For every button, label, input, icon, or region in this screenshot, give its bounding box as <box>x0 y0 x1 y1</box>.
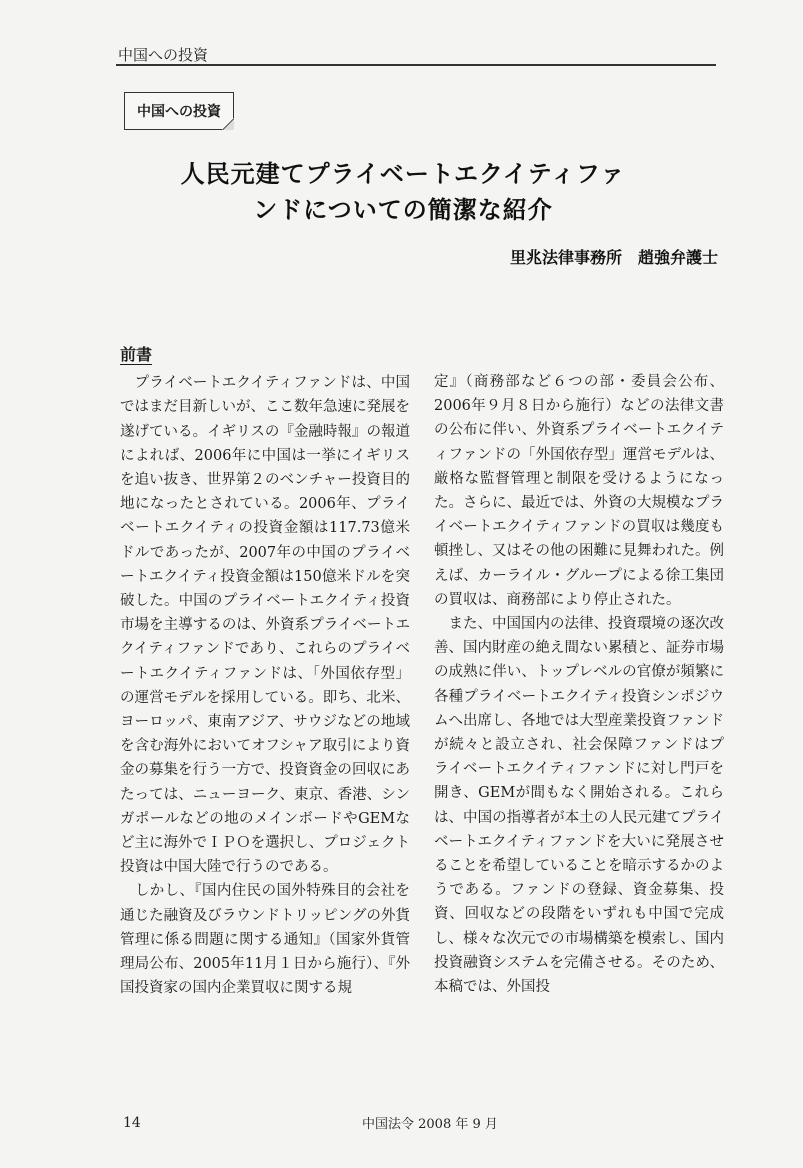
paragraph: また、中国国内の法律、投資環境の逐次改善、国内財産の絶え間ない累積と、証券市場の成熟に伴い、トップレベルの官僚が頻繁に各種プライベートエクイティ投資シンポジウムへ出席し、各地では大型産業投資ファンドが続々と設立され、社会保障ファンドはプライベートエクイティファンドに対し門戸を開き、GEMが間もなく開始される。これらは、中国の指導者が本土の人民元建てプライベートエクイティファンドを大いに発展させることを希望していることを暗示するかのようである。ファンドの登録、資金募集、投資、回収などの段階をいずれも中国で完成し、様々な次元での市場構築を模索し、国内投資融資システムを完備させる。そのため、本稿では、外国投 <box>434 616 724 996</box>
running-header: 中国への投資 <box>118 46 209 64</box>
right-column <box>434 370 724 999</box>
title-line-1: 人民元建てプライベートエクイティファ <box>180 160 626 188</box>
header-rule <box>116 64 716 66</box>
paragraph: 定』（商務部など６つの部・委員会公布、2006年９月８日から施行）などの法律文書の公布に伴い、外資系プライベートエクイティファンドの「外国依存型」運営モデルは、厳格な監督管理と制限を受けるようになった。さらに、最近では、外資の大規模なプライベートエクイティファンドの買収は幾度も頓挫し、又はその他の困難に見舞われた。例えば、カーライル・グループによる徐工集団の買収は、商務部により停止された。 <box>434 374 724 608</box>
article-title <box>118 156 688 228</box>
publication-footer: 中国法令 2008 年 9 月 <box>362 1117 498 1132</box>
paragraph: しかし、『国内住民の国外特殊目的会社を通じた融資及びラウンドトリッピングの外貨管理に係る問題に関する通知』（国家外貨管理局公布、2005年11月１日から施行）、『外国投資家の国内企業買収に関する規 <box>120 883 410 997</box>
section-heading: 前書 <box>120 345 153 364</box>
page-number: 14 <box>123 1115 141 1131</box>
paragraph: プライベートエクイティファンドは、中国ではまだ目新しいが、ここ数年急速に発展を遂げている。イギリスの『金融時報』の報道によれば、2006年に中国は一挙にイギリスを追い抜き、世界第２のベンチャー投資目的地になったとされている。2006年、プライベートエクイティの投資金額は117.73億米ドルであったが、2007年の中国のプライベートエクイティ投資金額は150億米ドルを突破した。中国のプライベートエクイティ投資市場を主導するのは、外資系プライベートエクイティファンドであり、これらのプライベートエクイティファンドは、「外国依存型」の運営モデルを採用している。即ち、北米、ヨーロッパ、東南アジア、サウジなどの地域を含む海外においてオフシャア取引により資金の募集を行う一方で、投資資金の回収にあたっては、ニューヨーク、東京、香港、シンガポールなどの地のメインボードやGEMなど主に海外でＩＰＯを選択し、プロジェクト投資は中国大陸で行うのである。 <box>120 375 410 876</box>
title-line-2: ンドについての簡潔な紹介 <box>253 196 553 224</box>
section-tag: 中国への投資 <box>124 92 234 130</box>
author-byline: 里兆法律事務所 趙強弁護士 <box>509 248 718 267</box>
left-column <box>120 343 410 1000</box>
